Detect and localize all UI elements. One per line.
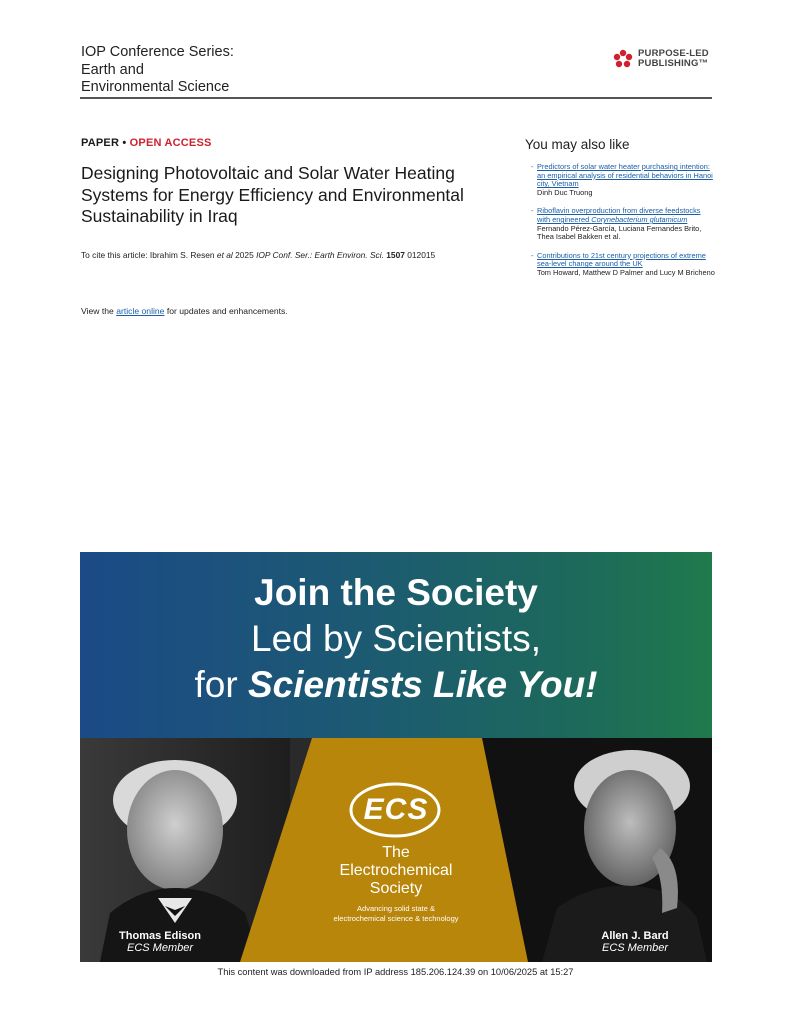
tagline-2: electrochemical science & technology [333,914,459,923]
cite-journal: IOP Conf. Ser.: Earth Environ. Sci. [256,250,384,260]
cite-number: 012015 [404,250,436,260]
paper-label: PAPER • [81,137,130,149]
ecs-banner-ad[interactable] [80,552,712,962]
download-footer: This content was downloaded from IP address 185.206.124.39 on 10/06/2025 at 15:27 [217,967,574,977]
list-dash: - [531,206,534,216]
related-article-authors: Fernando Pérez-García, Luciana Fernandes Brito, Thea Isabel Bakken et al. [537,223,702,242]
cite-prefix: To cite this article: Ibrahim S. Resen [81,250,217,260]
banner-line-1: Join the Society [254,572,538,613]
banner-line-3-prefix: for [194,664,248,705]
related-article-link[interactable]: Predictors of solar water heater purchasing intention: an empirical analysis of residential behaviors in Hanoi city, Vietnam [537,162,713,189]
also-like-heading: You may also like [525,137,630,152]
view-prefix: View the [81,306,117,316]
article-online-link[interactable]: article online [116,306,165,316]
related-article-title: Riboflavin overproduction from diverse feedstocks with engineered [537,206,701,225]
related-article-authors: Dinh Duc Truong [537,188,593,198]
banner-line-3 [80,664,712,706]
tagline-1: Advancing solid state & [357,904,435,913]
publisher-logo[interactable] [612,48,709,70]
also-like-list [531,162,715,287]
header-divider [80,97,712,99]
related-article-authors: Tom Howard, Matthew D Palmer and Lucy M Bricheno [537,268,715,278]
banner-headline-area [80,552,712,738]
society-line-2: Electrochemical [339,862,453,879]
related-article-link[interactable]: Contributions to 21st century projections of extreme sea-level change around the UK [537,250,706,269]
journal-name [81,44,234,97]
view-suffix: for updates and enhancements. [164,306,288,316]
article-title: Designing Photovoltaic and Solar Water Heating Systems for Energy Efficiency and Environmental Sustainability in Iraq [81,163,464,226]
citation [81,250,435,260]
cite-volume: 1507 [386,250,405,260]
view-online [81,306,288,316]
list-item [531,162,715,198]
journal-line-2: Earth and [81,61,144,78]
publisher-line-1: PURPOSE-LED [638,48,709,59]
paper-type-label [81,137,212,149]
bard-role: ECS Member [601,942,669,954]
banner-line-2: Led by Scientists, [251,618,541,659]
banner-image-area [80,738,712,962]
journal-line-1: IOP Conference Series: [81,44,234,60]
journal-line-3: Environmental Science [81,79,230,95]
list-dash: - [531,250,534,260]
flower-logo-icon [612,48,634,70]
cite-etal: et al [216,250,233,260]
edison-name: Thomas Edison [119,930,201,942]
related-article-link[interactable] [537,207,715,224]
edison-role: ECS Member [126,942,194,954]
society-line-1: The [382,844,410,861]
banner-line-3-bold: Scientists Like You! [247,664,598,705]
society-line-3: Society [369,880,423,897]
open-access-label: OPEN ACCESS [129,137,212,149]
ecs-logo-text: ECS [363,793,429,826]
list-item [531,206,715,242]
related-article-title-italic: Corynebacterium glutamicum [591,215,688,225]
bard-name: Allen J. Bard [601,930,669,942]
cite-year: 2025 [232,250,257,260]
publisher-line-2: PUBLISHING™ [638,58,709,69]
list-dash: - [531,162,534,171]
edison-caption [110,930,210,954]
list-item [531,250,715,278]
bard-caption [585,930,685,954]
